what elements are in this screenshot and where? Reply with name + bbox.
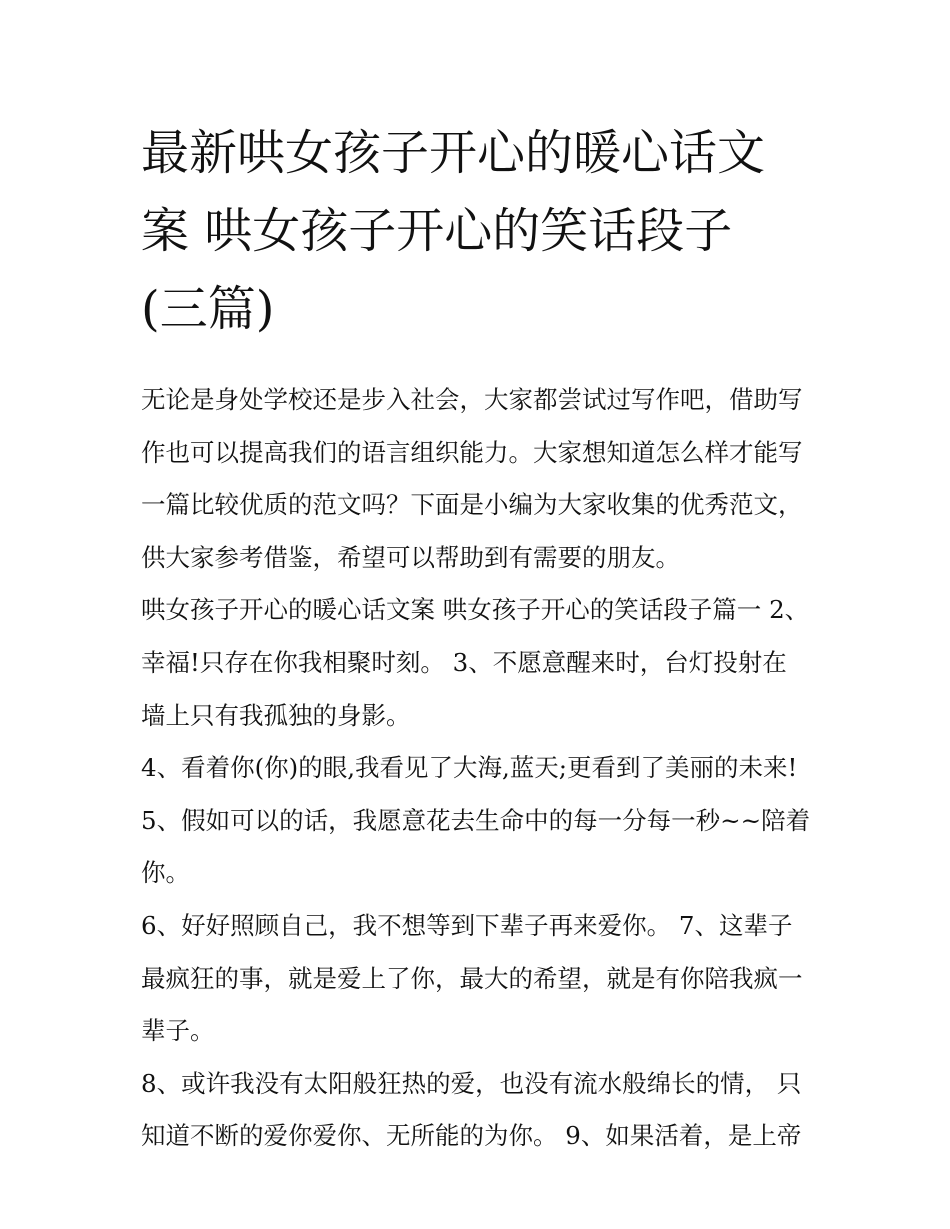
body-line-7: 墙上只有我孤独的身影。 [141,700,411,730]
title-line-3: (三篇) [141,281,275,337]
document-title [141,114,821,348]
body-line-14: 8、或许我没有太阳般狂热的爱，也没有流水般绵长的情， 只 [141,1068,802,1098]
body-line-13: 辈子。 [141,1016,215,1046]
body-line-6: 幸福!只存在你我相聚时刻。 3、不愿意醒来时，台灯投射在 [141,647,787,677]
body-line-12: 最疯狂的事，就是爱上了你，最大的希望，就是有你陪我疯一 [141,963,803,993]
document-body [141,374,821,1163]
body-line-8: 4、看着你(你)的眼,我看见了大海,蓝天;更看到了美丽的未来! [141,753,798,783]
body-line-10: 你。 [141,858,190,888]
body-line-11: 6、好好照顾自己，我不想等到下辈子再来爱你。 7、这辈子 [141,910,793,940]
body-line-9: 5、假如可以的话，我愿意花去生命中的每一分每一秒~~陪着 [141,805,811,835]
title-line-2: 案 哄女孩子开心的笑话段子 [141,203,733,259]
body-line-5: 哄女孩子开心的暖心话文案 哄女孩子开心的笑话段子篇一 2、 [141,595,810,625]
body-line-3: 一篇比较优质的范文吗？下面是小编为大家收集的优秀范文， [141,490,803,520]
body-line-2: 作也可以提高我们的语言组织能力。大家想知道怎么样才能写 [141,437,803,467]
body-line-4: 供大家参考借鉴，希望可以帮助到有需要的朋友。 [141,542,680,572]
title-line-1: 最新哄女孩子开心的暖心话文 [141,125,766,181]
document-content [141,114,821,1163]
body-line-1: 无论是身处学校还是步入社会，大家都尝试过写作吧，借助写 [141,385,803,414]
body-line-15: 知道不断的爱你爱你、无所能的为你。 9、如果活着，是上帝 [141,1121,802,1151]
